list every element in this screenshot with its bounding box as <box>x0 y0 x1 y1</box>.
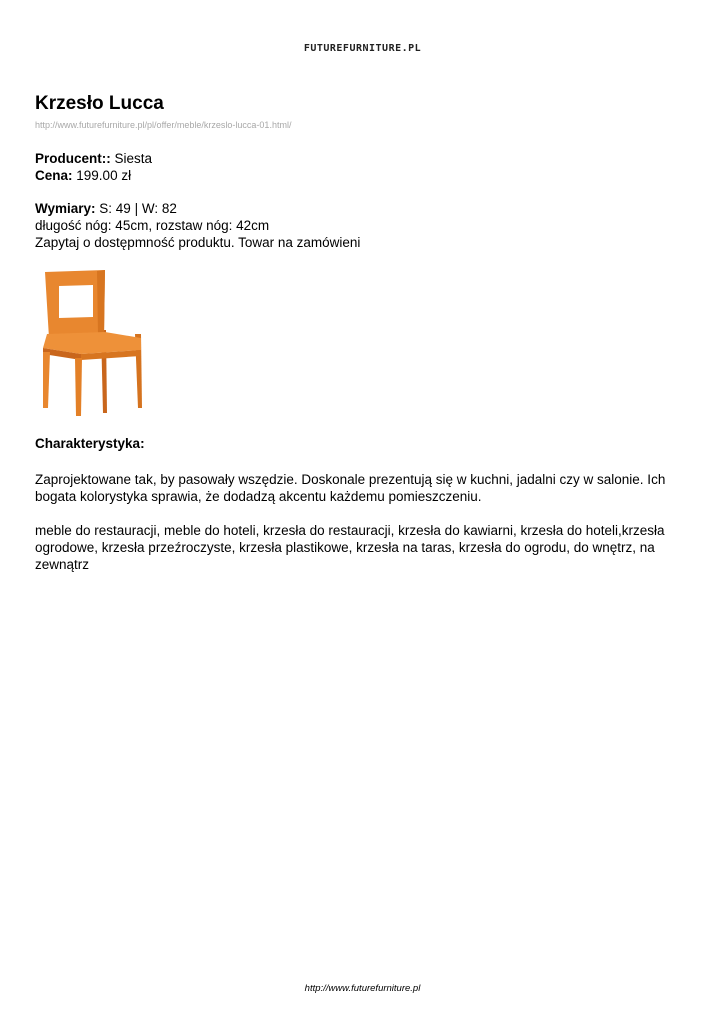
chair-shape <box>43 270 142 416</box>
producer-value: Siesta <box>114 151 153 166</box>
dimensions-value: S: 49 | W: 82 <box>99 201 177 216</box>
availability-line: Zapytaj o dostępmność produktu. Towar na zamówieni <box>35 235 361 250</box>
producer-line <box>35 150 152 167</box>
dimensions-label: Wymiary: <box>35 201 96 216</box>
dimensions-line <box>35 200 177 217</box>
product-url[interactable]: http://www.futurefurniture.pl/pl/offer/meble/krzeslo-lucca-01.html/ <box>35 120 292 130</box>
product-title: Krzesło Lucca <box>35 93 164 114</box>
description-text: Zaprojektowane tak, by pasowały wszędzie. Doskonale prezentują się w kuchni, jadalni czy w salonie. Ich bogata kolorystyka sprawia, że dodadzą akcentu każdemu pomieszczeniu. <box>35 472 666 504</box>
site-logo: FUTUREFURNITURE.PL <box>303 43 422 54</box>
footer-url[interactable]: http://www.futurefurniture.pl <box>304 983 421 994</box>
tags-text: meble do restauracji, meble do hoteli, krzesła do restauracji, krzesła do kawiarni, krzesła do hoteli,krzesła ogrodowe, krzesła przeźroczyste, krzesła plastikowe, krzesła na taras, krzesła do ogrodu, do wnętrz, na zewnątrz <box>35 523 665 572</box>
chair-image <box>35 268 147 418</box>
price-value: 199.00 zł <box>76 168 132 183</box>
legs-line: długość nóg: 45cm, rozstaw nóg: 42cm <box>35 218 270 233</box>
price-line <box>35 167 131 184</box>
producer-label: Producent:: <box>35 151 111 166</box>
characteristics-heading: Charakterystyka: <box>35 436 145 451</box>
price-label: Cena: <box>35 168 73 183</box>
